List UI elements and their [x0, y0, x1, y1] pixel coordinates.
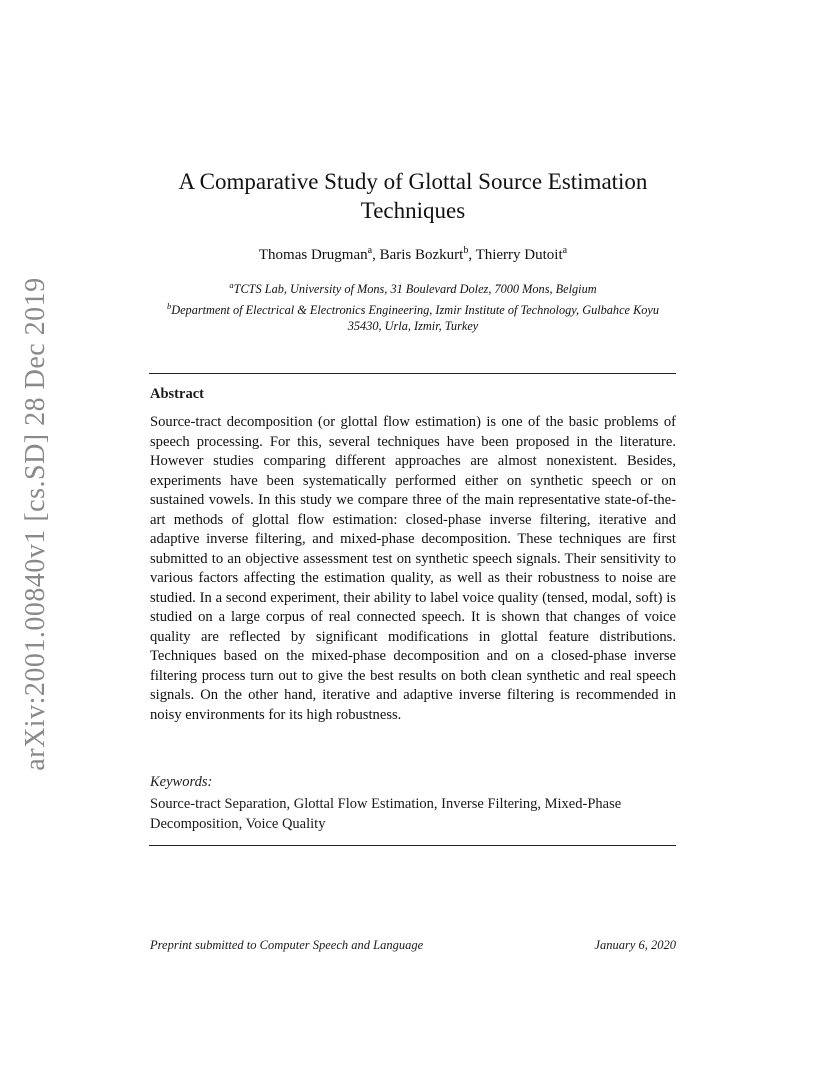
- arxiv-identifier: arXiv:2001.00840v1 [cs.SD] 28 Dec 2019: [20, 277, 51, 771]
- author-name: Thierry Dutoit: [475, 247, 563, 263]
- abstract-text: Source-tract decomposition (or glottal flow estimation) is one of the basic problems of speech processing. For this, several techniques have been proposed in the literature. However studies comparing different approaches are almost nonexistent. Besides, experiments have been systematically performed either on synthetic speech or on sustained vowels. In this study we compare three of the main representative state-of-the-art methods of glottal flow estimation: closed-phase inverse filtering, iterative and adaptive inverse filtering, and mixed-phase decomposition. These techniques are first submitted to an objective assessment test on synthetic speech signals. Their sensitivity to various factors affecting the estimation quality, as well as their robustness to noise are studied. In a second experiment, their ability to label voice quality (tensed, modal, soft) is studied on a large corpus of real connected speech. It is shown that changes of voice quality are reflected by significant modifications in glottal feature distributions. Techniques based on the mixed-phase decomposition and on a closed-phase inverse filtering process turn out to give the best results on both clean synthetic and real speech signals. On the other hand, iterative and adaptive inverse filtering is recommended in noisy environments for its high robustness.: [150, 414, 676, 723]
- keywords-text: Source-tract Separation, Glottal Flow Estimation, Inverse Filtering, Mixed-Phase Decomposition, Voice Quality: [150, 796, 622, 832]
- abstract-top-rule: [149, 373, 676, 374]
- abstract-bottom-rule: [149, 845, 676, 846]
- author-affil-mark: b: [463, 245, 469, 256]
- paper-title: A Comparative Study of Glottal Source Estimation Techniques: [178, 169, 648, 223]
- affiliation-text: TCTS Lab, University of Mons, 31 Boulevard Dolez, 7000 Mons, Belgium: [233, 282, 597, 297]
- keywords-label: Keywords:: [150, 774, 213, 790]
- author-name: Thomas Drugman: [258, 247, 368, 263]
- preprint-date: January 6, 2020: [594, 938, 676, 952]
- abstract-heading: Abstract: [150, 386, 204, 402]
- affiliation-mark: b: [166, 300, 172, 311]
- author-list: Thomas Drugman$^a$, Baris Bozkurt$^b$, Thierry Dutoit$^a$: [258, 245, 568, 263]
- affiliations: [150, 277, 676, 335]
- affiliation-text: Department of Electrical & Electronics Engineering, Izmir Institute of Technology, Gulbahce Koyu 35430, Urla, Izmir, Turkey: [171, 302, 660, 334]
- preprint-note: Preprint submitted to Computer Speech and Language: [150, 938, 424, 952]
- affiliation-item: [150, 298, 676, 335]
- affiliation-item: [150, 277, 676, 298]
- author-name: Baris Bozkurt: [379, 247, 464, 263]
- author-affil-mark: a: [367, 245, 373, 256]
- affiliation-mark: a: [229, 280, 234, 290]
- author-affil-mark: a: [562, 245, 568, 256]
